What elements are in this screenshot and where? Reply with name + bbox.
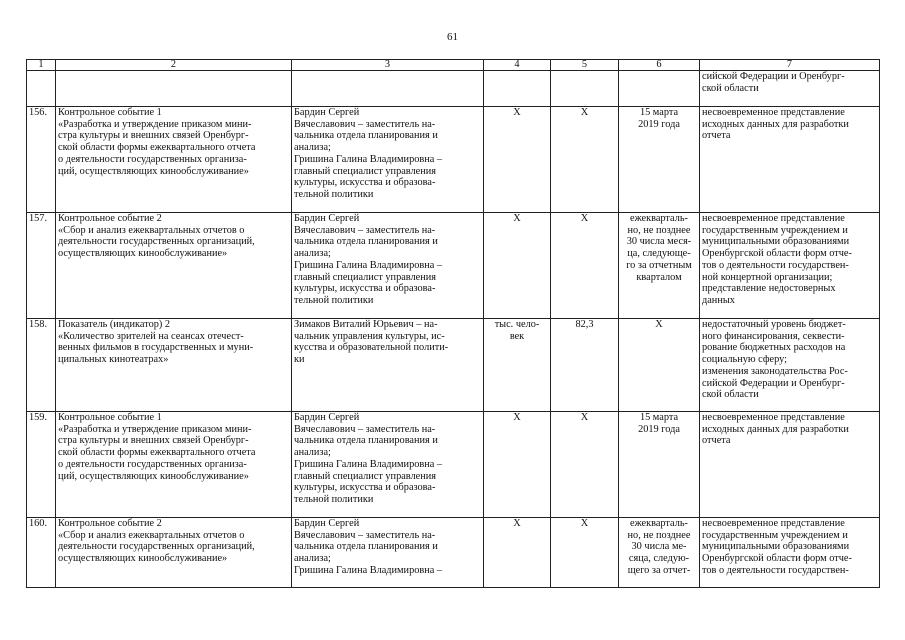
risk-cell (700, 518, 880, 588)
text-line: ской области формы ежеквартального отчета (58, 447, 256, 459)
deadline-cell (619, 518, 700, 588)
responsible-cell (292, 412, 484, 518)
text-line: 2019 года (638, 423, 680, 435)
text-line: тыс. чело- (494, 319, 540, 330)
responsible-cell (292, 319, 484, 412)
unit-cell: X (484, 518, 551, 588)
text-line: социальную сферу; (702, 354, 787, 366)
text-line: отчета (702, 130, 731, 142)
text-line: анализа; (294, 142, 331, 154)
column-number-row (27, 60, 880, 71)
text-line: Оренбургской области форм отче- (702, 248, 852, 260)
text-line: «Сбор и анализ ежеквартальных отчетов о (58, 529, 245, 541)
text-line: Оренбургской области форм отче- (702, 553, 852, 565)
row-number: 157. (27, 213, 56, 319)
risk-cell (700, 71, 880, 107)
text-line: чальника отдела планирования и (294, 541, 438, 553)
text-line: Зимаков Виталий Юрьевич – на- (294, 319, 438, 330)
table-row (27, 412, 880, 518)
text-line: ской области (702, 389, 759, 401)
empty-cell (619, 71, 700, 107)
deadline-cell (619, 412, 700, 518)
text-line: главный специалист управления (294, 470, 436, 482)
empty-cell (56, 71, 292, 107)
text-line: тов о деятельности государствен- (702, 564, 849, 576)
text-line: «Разработка и утверждение приказом мини- (58, 423, 252, 435)
text-line: 15 марта (639, 412, 679, 423)
text-line: сийской Федерации и Оренбург- (702, 71, 845, 82)
text-line: ежекварталь- (630, 518, 688, 529)
text-line: государственным учреждением и (702, 529, 848, 541)
text-line: стра культуры и внешних связей Оренбург- (58, 435, 249, 447)
column-header: 4 (484, 60, 551, 71)
text-line: но, не позднее (627, 224, 691, 236)
text-line: осуществляющих кинообслуживание» (58, 553, 228, 565)
text-line: ного финансирования, секвести- (702, 330, 845, 342)
text-line: анализа; (294, 447, 331, 459)
column-header: 2 (56, 60, 292, 71)
text-line: ской области (702, 82, 759, 94)
value-cell: X (551, 518, 619, 588)
text-line: главный специалист управления (294, 165, 436, 177)
continuation-row (27, 71, 880, 107)
risk-cell (700, 213, 880, 319)
unit-cell: X (484, 213, 551, 319)
text-line: отчета (702, 435, 731, 447)
value-cell: X (551, 107, 619, 213)
text-line: сяца, следую- (628, 553, 690, 565)
text-line: о деятельности государственных организа- (58, 458, 247, 470)
value-cell: X (551, 412, 619, 518)
text-line: тельной политики (294, 294, 374, 306)
text-line: 15 марта (639, 107, 679, 118)
text-line: изменения законодательства Рос- (702, 365, 848, 377)
event-cell (56, 213, 292, 319)
text-line: Вячеславович – заместитель на- (294, 118, 436, 130)
text-line: «Разработка и утверждение приказом мини- (58, 118, 252, 130)
text-line: Гришина Галина Владимировна – (294, 153, 443, 165)
row-number: 158. (27, 319, 56, 412)
text-line: кварталом (636, 271, 682, 283)
text-line: ций, осуществляющих кинообслуживание» (58, 165, 249, 177)
table-row (27, 107, 880, 213)
table-row (27, 213, 880, 319)
text-line: тельной политики (294, 188, 374, 200)
text-line: муниципальными образованиями (702, 236, 850, 248)
text-line: Вячеславович – заместитель на- (294, 224, 436, 236)
risk-cell (700, 319, 880, 412)
unit-cell: X (484, 412, 551, 518)
text-line: «Сбор и анализ ежеквартальных отчетов о (58, 224, 245, 236)
responsible-cell (292, 518, 484, 588)
column-header: 5 (551, 60, 619, 71)
responsible-cell (292, 107, 484, 213)
page-number: 61 (447, 31, 458, 43)
event-cell (56, 412, 292, 518)
text-line: Показатель (индикатор) 2 (58, 319, 171, 330)
text-line: анализа; (294, 553, 331, 565)
text-line: но, не позднее (627, 529, 691, 541)
column-header: 7 (700, 60, 880, 71)
text-line: исходных данных для разработки (702, 423, 849, 435)
text-line: чальника отдела планирования и (294, 435, 438, 447)
text-line: анализа; (294, 248, 331, 260)
text-line: муниципальными образованиями (702, 541, 850, 553)
text-line: несвоевременное представление (702, 107, 845, 118)
text-line: Бардин Сергей (294, 213, 360, 224)
event-cell (56, 518, 292, 588)
text-line: культуры, искусства и образова- (294, 482, 436, 494)
unit-cell: X (484, 107, 551, 213)
text-line: сийской Федерации и Оренбург- (702, 377, 845, 389)
text-line: Контрольное событие 1 (58, 412, 162, 423)
text-line: главный специалист управления (294, 271, 436, 283)
value-cell: 82,3 (551, 319, 619, 412)
text-line: 30 числа ме- (631, 541, 687, 553)
row-number: 160. (27, 518, 56, 588)
text-line: X (655, 319, 663, 330)
value-cell: X (551, 213, 619, 319)
text-line: чальника отдела планирования и (294, 130, 438, 142)
text-line: представление недостоверных (702, 283, 836, 295)
text-line: ций, осуществляющих кинообслуживание» (58, 470, 249, 482)
text-line: чальник управления культуры, ис- (294, 330, 445, 342)
text-line: деятельности государственных организаций, (58, 541, 255, 553)
text-line: ципальных кинотеатрах» (58, 354, 169, 366)
empty-cell (551, 71, 619, 107)
text-line: 2019 года (638, 118, 680, 130)
text-line: несвоевременное представление (702, 518, 845, 529)
event-cell (56, 107, 292, 213)
empty-cell (484, 71, 551, 107)
column-header: 3 (292, 60, 484, 71)
deadline-cell (619, 107, 700, 213)
text-line: рование бюджетных расходов на (702, 342, 846, 354)
text-line: несвоевременное представление (702, 412, 845, 423)
text-line: кусства и образовательной полити- (294, 342, 449, 354)
text-line: ной концертной организации; (702, 271, 833, 283)
text-line: щего за отчет- (627, 564, 691, 576)
deadline-cell (619, 213, 700, 319)
text-line: Контрольное событие 2 (58, 213, 162, 224)
text-line: несвоевременное представление (702, 213, 845, 224)
text-line: Гришина Галина Владимировна – (294, 259, 443, 271)
text-line: недостаточный уровень бюджет- (702, 319, 846, 330)
empty-cell (27, 71, 56, 107)
text-line: данных (702, 294, 735, 306)
text-line: век (509, 330, 525, 342)
text-line: Контрольное событие 2 (58, 518, 162, 529)
unit-cell (484, 319, 551, 412)
row-number: 159. (27, 412, 56, 518)
text-line: Контрольное событие 1 (58, 107, 162, 118)
text-line: Бардин Сергей (294, 412, 360, 423)
text-line: стра культуры и внешних связей Оренбург- (58, 130, 249, 142)
table-row (27, 518, 880, 588)
text-line: осуществляющих кинообслуживание» (58, 248, 228, 260)
text-line: ежекварталь- (630, 213, 688, 224)
text-line: «Количество зрителей на сеансах отечест- (58, 330, 244, 342)
text-line: чальника отдела планирования и (294, 236, 438, 248)
text-line: Гришина Галина Владимировна – (294, 458, 443, 470)
plan-table (26, 59, 880, 588)
text-line: культуры, искусства и образова- (294, 283, 436, 295)
text-line: Бардин Сергей (294, 107, 360, 118)
text-line: ца, следующе- (627, 248, 691, 260)
text-line: Вячеславович – заместитель на- (294, 529, 436, 541)
deadline-cell (619, 319, 700, 412)
text-line: культуры, искусства и образова- (294, 177, 436, 189)
text-line: деятельности государственных организаций, (58, 236, 255, 248)
text-line: го за отчетным (626, 259, 692, 271)
table-row (27, 319, 880, 412)
empty-cell (292, 71, 484, 107)
text-line: тов о деятельности государствен- (702, 259, 849, 271)
event-cell (56, 319, 292, 412)
text-line: венных фильмов в государственных и муни- (58, 342, 254, 354)
column-header: 6 (619, 60, 700, 71)
risk-cell (700, 107, 880, 213)
row-number: 156. (27, 107, 56, 213)
text-line: государственным учреждением и (702, 224, 848, 236)
text-line: ской области формы ежеквартального отчета (58, 142, 256, 154)
text-line: тельной политики (294, 493, 374, 505)
text-line: Вячеславович – заместитель на- (294, 423, 436, 435)
column-header: 1 (27, 60, 56, 71)
text-line: исходных данных для разработки (702, 118, 849, 130)
risk-cell (700, 412, 880, 518)
text-line: Гришина Галина Владимировна – (294, 564, 443, 576)
text-line: Бардин Сергей (294, 518, 360, 529)
text-line: ки (294, 354, 305, 366)
responsible-cell (292, 213, 484, 319)
text-line: о деятельности государственных организа- (58, 153, 247, 165)
text-line: 30 числа меся- (626, 236, 692, 248)
